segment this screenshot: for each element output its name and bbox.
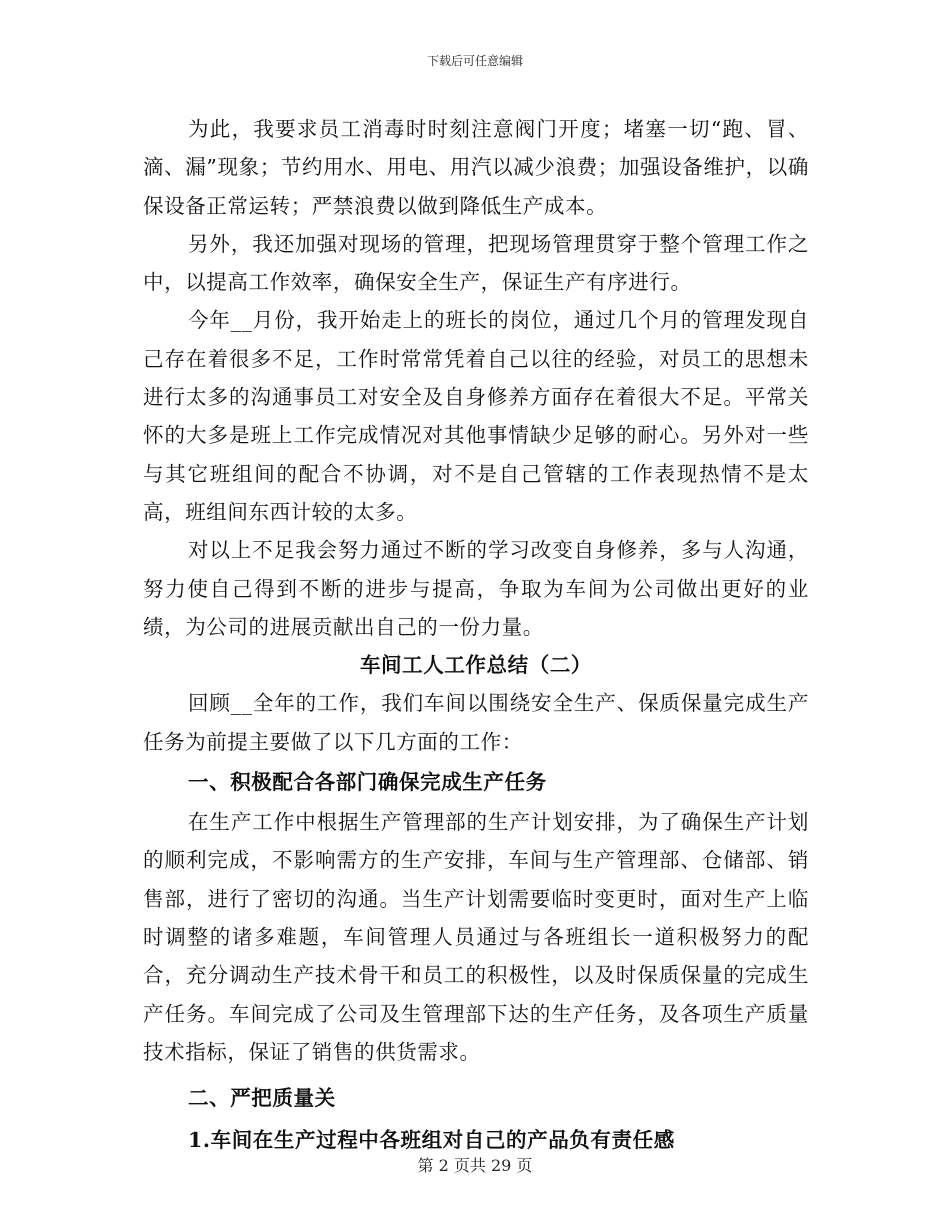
- paragraph: 对以上不足我会努力通过不断的学习改变自身修养，多与人沟通，努力使自己得到不断的进步与提高，争取为车间为公司做出更好的业绩，为公司的进展贡献出自己的一份力量。: [143, 538, 809, 639]
- section-heading: 二、严把质量关: [188, 1086, 336, 1111]
- subsection-heading: 1.车间在生产过程中各班组对自己的产品负有责任感: [188, 1128, 675, 1153]
- paragraph: 为此，我要求员工消毒时时刻注意阀门开度；堵塞一切“跑、冒、滴、漏”现象；节约用水、用电、用汽以减少浪费；加强设备维护，以确保设备正常运转；严禁浪费以做到降低生产成本。: [143, 117, 809, 218]
- paragraph: 在生产工作中根据生产管理部的生产计划安排，为了确保生产计划的顺利完成，不影响需方的生产安排，车间与生产管理部、仓储部、销售部，进行了密切的沟通。当生产计划需要临时变更时，面对生产上临时调整的诸多难题，车间管理人员通过与各班组长一道积极努力的配合，充分调动生产技术骨干和员工的积极性，以及时保质保量的完成生产任务。车间完成了公司及生管理部下达的生产任务，及各项生产质量技术指标，保证了销售的供货需求。: [143, 810, 809, 1064]
- page-number: 第 2 页共 29 页: [417, 1156, 533, 1175]
- page-header: 下载后可任意编辑: [426, 54, 523, 68]
- document-body: [143, 110, 809, 1161]
- paragraph: 另外，我还加强对现场的管理，把现场管理贯穿于整个管理工作之中，以提高工作效率，确保安全生产，保证生产有序进行。: [143, 231, 809, 295]
- section-title: 车间工人工作总结（二）: [359, 653, 593, 678]
- paragraph: 今年__月份，我开始走上的班长的岗位，通过几个月的管理发现自己存在着很多不足，工作时常常凭着自己以往的经验，对员工的思想未进行太多的沟通事员工对安全及自身修养方面存在着很大不足。平常关怀的大多是班上工作完成情况对其他事情缺少足够的耐心。另外对一些与其它班组间的配合不协调，对不是自己管辖的工作表现热情不是太高，班组间东西计较的太多。: [143, 308, 809, 524]
- paragraph: 回顾__全年的工作，我们车间以围绕安全生产、保质保量完成生产任务为前提主要做了以下几方面的工作：: [143, 691, 809, 754]
- section-heading: 一、积极配合各部门确保完成生产任务: [188, 770, 547, 795]
